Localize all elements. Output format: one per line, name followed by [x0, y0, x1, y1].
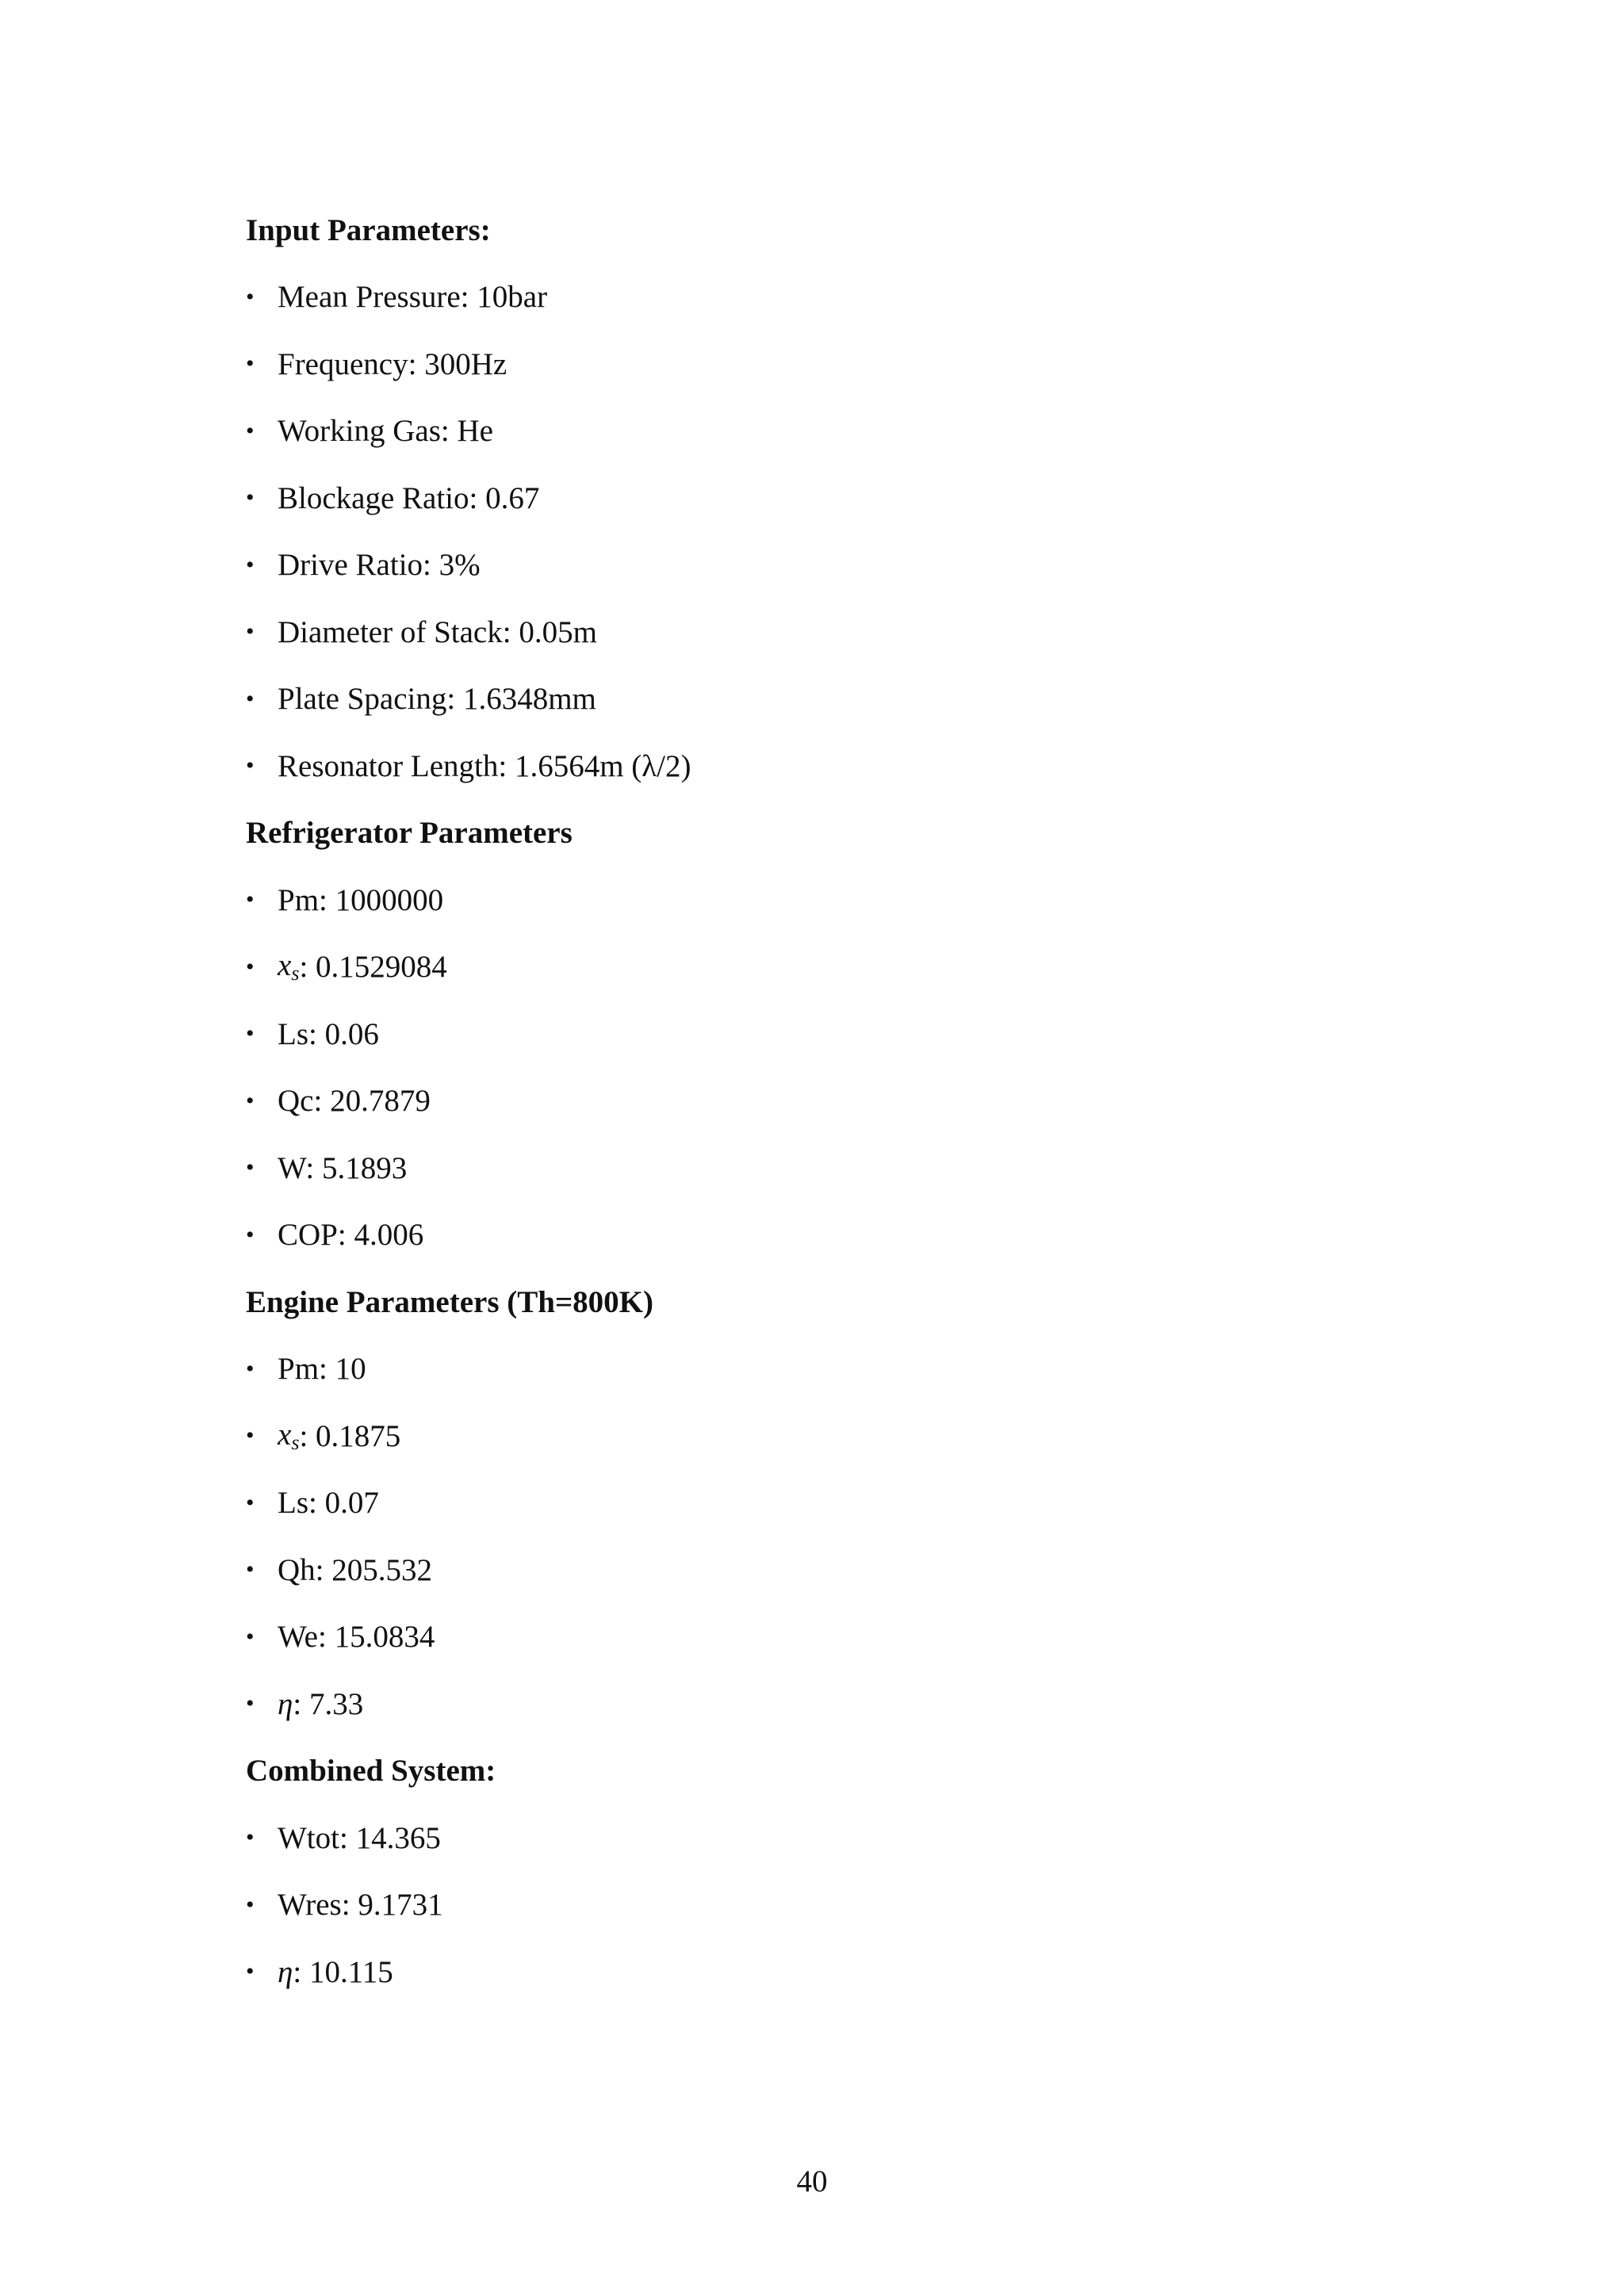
item-value: 4.006: [354, 1218, 424, 1253]
list-item: [246, 934, 1435, 1001]
math-symbol: η: [278, 1954, 293, 1989]
list-item: [246, 1068, 1435, 1135]
bullet-icon: •: [246, 953, 255, 980]
bullet-icon: •: [246, 1422, 255, 1449]
bullet-icon: •: [246, 1623, 255, 1650]
list-item: [246, 532, 1435, 599]
bullet-icon: •: [246, 685, 255, 712]
page-number: 40: [796, 2164, 828, 2198]
bullet-icon: •: [246, 551, 255, 578]
item-value: 1.6564m (λ/2): [514, 748, 691, 783]
item-value: 300Hz: [424, 346, 508, 381]
item-label: Blockage Ratio:: [278, 480, 478, 515]
item-value: 7.33: [308, 1686, 364, 1721]
item-value: 0.67: [485, 480, 540, 515]
item-value: 14.365: [355, 1820, 441, 1855]
item-value: 0.1529084: [316, 950, 447, 985]
item-label: We:: [278, 1620, 327, 1655]
item-value: 20.7879: [330, 1084, 431, 1119]
bullet-icon: •: [246, 350, 255, 377]
item-value: 1.6348mm: [462, 682, 596, 717]
bullet-icon: •: [246, 417, 255, 444]
item-label: :: [293, 1954, 302, 1989]
list-item: [246, 1604, 1435, 1671]
list-item: [246, 666, 1435, 733]
item-label: COP:: [278, 1218, 347, 1253]
bullet-icon: •: [246, 1891, 255, 1918]
list-item: [246, 465, 1435, 532]
item-label: Drive Ratio:: [278, 548, 431, 583]
item-label: Wres:: [278, 1888, 350, 1923]
bullet-icon: •: [246, 1958, 255, 1985]
item-label: :: [299, 950, 308, 985]
list-item: [246, 1470, 1435, 1537]
bullet-icon: •: [246, 618, 255, 645]
list-item: [246, 1001, 1435, 1068]
bullet-icon: •: [246, 283, 255, 310]
item-value: 9.1731: [358, 1888, 443, 1923]
math-symbol: η: [278, 1686, 293, 1721]
bullet-icon: •: [246, 1556, 255, 1583]
item-label: Working Gas:: [278, 414, 450, 449]
item-label: Plate Spacing:: [278, 682, 456, 717]
item-label: Resonator Length:: [278, 748, 508, 783]
item-label: Pm:: [278, 1352, 327, 1387]
section-heading-refrigerator-parameters: Refrigerator Parameters: [246, 816, 573, 851]
list-item: [246, 1536, 1435, 1604]
item-value: 3%: [439, 548, 481, 583]
item-label: Ls:: [278, 1016, 317, 1051]
bullet-icon: •: [246, 1489, 255, 1516]
item-label: Wtot:: [278, 1820, 348, 1855]
item-value: 0.05m: [519, 614, 597, 649]
item-value: 15.0834: [334, 1620, 435, 1655]
bullet-icon: •: [246, 1690, 255, 1717]
bullet-icon: •: [246, 1154, 255, 1181]
bullet-icon: •: [246, 1020, 255, 1047]
item-label: :: [299, 1418, 308, 1453]
list-item: [246, 733, 1435, 800]
bullet-icon: •: [246, 1355, 255, 1382]
list-item: [246, 1804, 1435, 1872]
item-label: Pm:: [278, 882, 327, 917]
math-symbol: $x_s$: [278, 1417, 300, 1454]
list-item: [246, 1670, 1435, 1738]
item-label: Qh:: [278, 1552, 324, 1587]
item-value: 1000000: [335, 882, 444, 917]
item-value: 5.1893: [321, 1150, 408, 1185]
item-value: 0.06: [324, 1016, 379, 1051]
section-heading-input-parameters: Input Parameters:: [246, 212, 491, 247]
list-item: [246, 1135, 1435, 1202]
section-heading-combined-system: Combined System:: [246, 1754, 496, 1789]
list-item: [246, 1402, 1435, 1470]
item-label: Mean Pressure:: [278, 280, 469, 315]
bullet-icon: •: [246, 752, 255, 779]
item-label: :: [293, 1686, 302, 1721]
math-symbol: $x_s$: [278, 948, 300, 985]
list-item: [246, 264, 1435, 331]
bullet-icon: •: [246, 484, 255, 511]
list-item: [246, 331, 1435, 398]
bullet-icon: •: [246, 1087, 255, 1114]
item-value: 0.1875: [316, 1418, 401, 1453]
item-value: He: [457, 414, 493, 449]
list-item: [246, 1938, 1435, 2006]
item-value: 10: [335, 1352, 366, 1387]
list-item: [246, 398, 1435, 465]
bullet-icon: •: [246, 1824, 255, 1851]
list-item: [246, 599, 1435, 666]
item-label: Frequency:: [278, 346, 417, 381]
bullet-icon: •: [246, 886, 255, 913]
parameter-list: [246, 197, 1435, 2006]
list-item: [246, 1336, 1435, 1403]
bullet-icon: •: [246, 1221, 255, 1248]
item-label: Diameter of Stack:: [278, 614, 511, 649]
list-item: [246, 1202, 1435, 1269]
list-item: [246, 1872, 1435, 1939]
item-value: 10.115: [308, 1954, 393, 1989]
item-value: 0.07: [324, 1486, 379, 1521]
list-item: [246, 867, 1435, 934]
section-heading-engine-parameters: Engine Parameters (Th=800K): [246, 1284, 653, 1319]
item-label: Ls:: [278, 1486, 317, 1521]
item-label: Qc:: [278, 1084, 323, 1119]
item-label: W:: [278, 1150, 315, 1185]
item-value: 10bar: [477, 280, 548, 315]
item-value: 205.532: [331, 1552, 432, 1587]
